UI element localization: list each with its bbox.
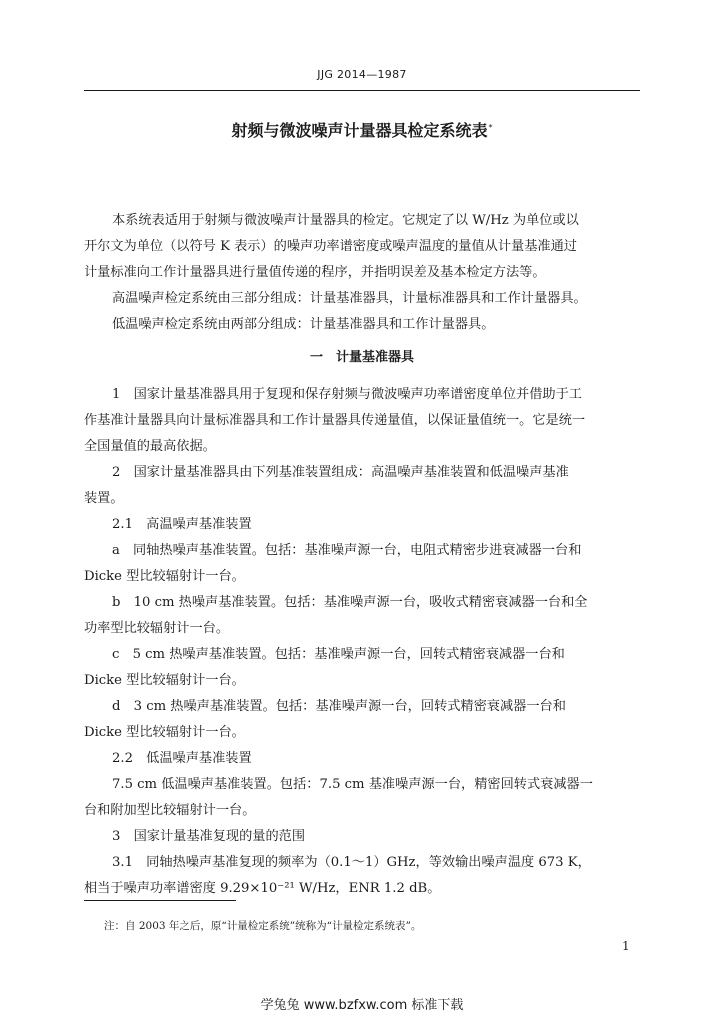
item-e-line-2: 台和附加型比较辐射计一台。: [84, 803, 256, 818]
para-3-1-line-1: 3.1 同轴热噪声基准复现的频率为（0.1～1）GHz，等效输出噪声温度 673 K，: [112, 855, 591, 870]
header-rule: [84, 90, 640, 91]
item-e-line-1: 7.5 cm 低温噪声基准装置。包括：7.5 cm 基准噪声源一台，精密回转式衰减器一: [112, 777, 593, 792]
item-b-line-2: 功率型比较辐射计一台。: [84, 621, 230, 636]
para-1-line-2: 作基准计量器具向计量标准器具和工作计量器具传递量值，以保证量值统一。它是统一: [84, 413, 586, 428]
para-1-line-1: 1 国家计量基准器具用于复现和保存射频与微波噪声功率谱密度单位并借助于工: [112, 387, 582, 402]
subsection-2-2: 2.2 低温噪声基准装置: [112, 751, 252, 766]
page-number: 1: [622, 939, 630, 953]
para-3-1-line-2: 相当于噪声功率谱密度 9.29×10⁻²¹ W/Hz，ENR 1.2 dB。: [84, 881, 441, 896]
footnote: 注：自 2003 年之后，原“计量检定系统”统称为“计量检定系统表”。: [104, 920, 422, 932]
document-code-header: JJG 2014—1987: [317, 68, 407, 81]
item-a-line-2: Dicke 型比较辐射计一台。: [84, 569, 245, 584]
intro-line-5: 低温噪声检定系统由两部分组成：计量基准器具和工作计量器具。: [112, 317, 495, 332]
intro-line-4: 高温噪声检定系统由三部分组成：计量基准器具，计量标准器具和工作计量器具。: [112, 291, 587, 306]
footnote-rule: [84, 900, 236, 901]
item-a-line-1: a 同轴热噪声基准装置。包括：基准噪声源一台，电阻式精密步进衰减器一台和: [112, 543, 582, 558]
item-d-line-1: d 3 cm 热噪声基准装置。包括：基准噪声源一台，回转式精密衰减器一台和: [112, 699, 566, 714]
section-heading: 一 计量基准器具: [309, 350, 414, 365]
watermark-footer: 学兔兔 www.bzfxw.com 标准下载: [260, 998, 464, 1013]
para-2-line-1: 2 国家计量基准器具由下列基准装置组成：高温噪声基准装置和低温噪声基准: [112, 465, 569, 480]
item-b-line-1: b 10 cm 热噪声基准装置。包括：基准噪声源一台，吸收式精密衰减器一台和全: [112, 595, 588, 610]
item-c-line-1: c 5 cm 热噪声基准装置。包括：基准噪声源一台，回转式精密衰减器一台和: [112, 647, 565, 662]
intro-line-1: 本系统表适用于射频与微波噪声计量器具的检定。它规定了以 W/Hz 为单位或以: [112, 213, 579, 228]
title-note-mark: *: [488, 122, 493, 132]
subsection-2-1: 2.1 高温噪声基准装置: [112, 517, 252, 532]
intro-line-2: 开尔文为单位（以符号 K 表示）的噪声功率谱密度或噪声温度的量值从计量基准通过: [84, 239, 577, 254]
title-text: 射频与微波噪声计量器具检定系统表: [231, 121, 488, 140]
intro-line-3: 计量标准向工作计量器具进行量值传递的程序，并指明误差及基本检定方法等。: [84, 265, 546, 280]
para-1-line-3: 全国量值的最高依据。: [84, 439, 216, 454]
para-3: 3 国家计量基准复现的量的范围: [112, 829, 306, 844]
para-2-line-2: 装置。: [84, 491, 124, 506]
page-title: [0, 118, 724, 141]
item-c-line-2: Dicke 型比较辐射计一台。: [84, 673, 245, 688]
item-d-line-2: Dicke 型比较辐射计一台。: [84, 725, 245, 740]
